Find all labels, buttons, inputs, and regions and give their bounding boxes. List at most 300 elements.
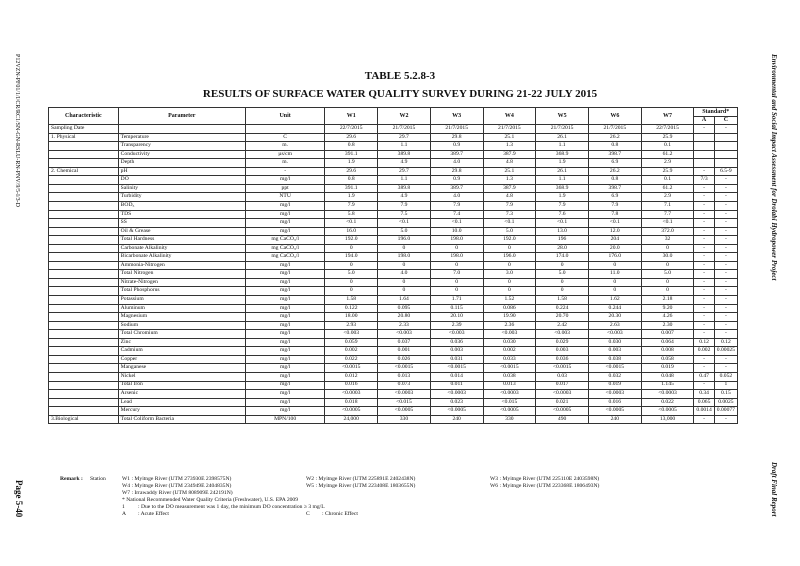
value-cell: 0.018 <box>325 398 378 407</box>
station-w7: W7 : Irrawaddy River (UTM 808909E 242191N) <box>122 490 233 496</box>
unit-cell: mg/l <box>245 278 324 287</box>
value-cell: 0.038 <box>483 372 536 381</box>
value-cell: 0.8 <box>325 176 378 185</box>
value-cell: <0.1 <box>641 219 694 228</box>
characteristic-cell <box>49 407 119 416</box>
value-cell: 192.0 <box>483 236 536 245</box>
parameter-cell: Total Nitrogen <box>118 270 245 279</box>
table-row <box>49 125 738 134</box>
characteristic-cell <box>49 236 119 245</box>
value-cell: <0.015 <box>483 398 536 407</box>
table-row <box>49 167 738 176</box>
station-w5: W5 : Myitnge River (UTM 223408E 1803655N) <box>306 483 416 489</box>
value-cell: 25.1 <box>483 167 536 176</box>
value-cell: 198.0 <box>430 253 483 262</box>
standard-cell: 0.00025 <box>714 347 737 356</box>
value-cell: 4.8 <box>483 193 536 202</box>
table-row <box>49 227 738 236</box>
value-cell: 0 <box>325 261 378 270</box>
value-cell: 1.145 <box>641 381 694 390</box>
value-cell: <0.003 <box>378 330 431 339</box>
characteristic-cell <box>49 219 119 228</box>
characteristic-cell <box>49 330 119 339</box>
value-cell: 0.9 <box>430 142 483 151</box>
parameter-cell: Manganese <box>118 364 245 373</box>
value-cell: 0.031 <box>430 355 483 364</box>
value-cell: 0.001 <box>378 347 431 356</box>
table-row <box>49 407 738 416</box>
footnote-chronic: : Chronic Effect <box>322 511 358 517</box>
value-cell: 0.036 <box>536 355 589 364</box>
parameter-cell: Oil & Grease <box>118 227 245 236</box>
value-cell: 0.122 <box>325 304 378 313</box>
value-cell: 0.030 <box>588 338 641 347</box>
value-cell: 7.8 <box>588 210 641 219</box>
characteristic-cell: 3.Biological <box>49 415 119 424</box>
margin-document-code: P12VZN-PF01/1/I/CR/RC1/SN-GN-RSLU-RN-PNV/9/5-I/3-D <box>14 54 20 208</box>
table-row <box>49 398 738 407</box>
value-cell: 6.9 <box>588 193 641 202</box>
value-cell: 2.42 <box>536 321 589 330</box>
table-header-row <box>49 108 738 117</box>
value-cell: 198.0 <box>430 236 483 245</box>
table-body <box>49 125 738 424</box>
parameter-cell: Carbonate Alkalinity <box>118 244 245 253</box>
characteristic-cell <box>49 142 119 151</box>
value-cell: 0.017 <box>536 381 589 390</box>
characteristic-cell <box>49 193 119 202</box>
value-cell: 0 <box>378 278 431 287</box>
footnote-acute: : Acute Effect <box>138 511 169 517</box>
value-cell: 1.64 <box>378 296 431 305</box>
table-row <box>49 261 738 270</box>
value-cell: <0.015 <box>378 398 431 407</box>
value-cell: 368.9 <box>536 184 589 193</box>
header-parameter: Parameter <box>118 108 245 125</box>
value-cell: 1.58 <box>325 296 378 305</box>
unit-cell: NTU <box>245 193 324 202</box>
unit-cell: mg/l <box>245 270 324 279</box>
value-cell: 21/7/2015 <box>378 125 431 134</box>
unit-cell: mg/l <box>245 210 324 219</box>
unit-cell: mg/l <box>245 261 324 270</box>
parameter-cell: Aluminum <box>118 304 245 313</box>
characteristic-cell <box>49 159 119 168</box>
characteristic-cell <box>49 176 119 185</box>
value-cell: 22/7/2015 <box>325 125 378 134</box>
characteristic-cell <box>49 381 119 390</box>
unit-cell: mg/l <box>245 372 324 381</box>
parameter-cell <box>118 125 245 134</box>
value-cell: <0.1 <box>430 219 483 228</box>
table-row <box>49 253 738 262</box>
value-cell: 0.048 <box>641 372 694 381</box>
parameter-cell: Salinity <box>118 184 245 193</box>
value-cell: <0.0003 <box>325 390 378 399</box>
value-cell: <0.0005 <box>641 407 694 416</box>
station-w1: W1 : Myitnge River (UTM 273930E 2398575N) <box>122 476 232 482</box>
standard-cell: - <box>694 210 714 219</box>
value-cell: 1.3 <box>483 176 536 185</box>
value-cell: 0 <box>325 278 378 287</box>
characteristic-cell <box>49 338 119 347</box>
standard-cell <box>714 150 737 159</box>
remarks-label: Remark : <box>60 476 83 482</box>
value-cell: 0 <box>641 278 694 287</box>
value-cell: 330 <box>483 415 536 424</box>
header-w2: W2 <box>378 108 431 125</box>
value-cell: 21/7/2015 <box>483 125 536 134</box>
characteristic-cell <box>49 210 119 219</box>
value-cell: <0.0005 <box>483 407 536 416</box>
value-cell: 204 <box>588 236 641 245</box>
value-cell: 7.1 <box>641 202 694 211</box>
characteristic-cell: 1. Physical <box>49 133 119 142</box>
parameter-cell: Arsenic <box>118 390 245 399</box>
value-cell: <0.0015 <box>588 364 641 373</box>
value-cell: 391.1 <box>325 184 378 193</box>
table-title: TABLE 5.2.8-3 <box>364 70 436 82</box>
value-cell: 4.26 <box>641 313 694 322</box>
value-cell: 389.8 <box>378 184 431 193</box>
standard-cell: - <box>714 253 737 262</box>
value-cell: 0 <box>378 244 431 253</box>
value-cell: 25.9 <box>641 167 694 176</box>
value-cell: 7.9 <box>325 202 378 211</box>
table-row <box>49 347 738 356</box>
value-cell: 1.1 <box>536 142 589 151</box>
value-cell: <0.003 <box>588 330 641 339</box>
value-cell: 5.0 <box>325 270 378 279</box>
value-cell: 0.019 <box>588 381 641 390</box>
value-cell: <0.0005 <box>378 407 431 416</box>
standard-cell: 0.065 <box>694 398 714 407</box>
standard-cell <box>714 142 737 151</box>
value-cell: 0.244 <box>588 304 641 313</box>
value-cell: 20.70 <box>536 313 589 322</box>
standard-cell: - <box>714 304 737 313</box>
value-cell: 26.2 <box>588 167 641 176</box>
standard-cell: - <box>694 321 714 330</box>
standard-cell: - <box>714 236 737 245</box>
unit-cell: mg/l <box>245 296 324 305</box>
value-cell: 0.037 <box>378 338 431 347</box>
value-cell: <0.003 <box>325 330 378 339</box>
value-cell: <0.0015 <box>536 364 589 373</box>
value-cell: <0.0003 <box>588 390 641 399</box>
unit-cell: C <box>245 133 324 142</box>
value-cell: 4.9 <box>378 159 431 168</box>
standard-cell: - <box>694 278 714 287</box>
standard-cell <box>714 133 737 142</box>
value-cell: 26.1 <box>536 133 589 142</box>
value-cell: 398.7 <box>588 184 641 193</box>
value-cell: <0.0015 <box>483 364 536 373</box>
value-cell: 490 <box>536 415 589 424</box>
value-cell: 389.7 <box>430 150 483 159</box>
value-cell: 2.36 <box>483 321 536 330</box>
characteristic-cell <box>49 321 119 330</box>
footnote-a-label: A <box>122 511 127 517</box>
unit-cell: mg/l <box>245 330 324 339</box>
table-row <box>49 304 738 313</box>
value-cell: 0.086 <box>483 304 536 313</box>
table-row <box>49 193 738 202</box>
value-cell: 18.00 <box>325 313 378 322</box>
parameter-cell: Total Hardness <box>118 236 245 245</box>
value-cell: 0 <box>641 261 694 270</box>
value-cell: 20.0 <box>588 244 641 253</box>
standard-cell: - <box>694 381 714 390</box>
value-cell: <0.0005 <box>536 407 589 416</box>
header-w5: W5 <box>536 108 589 125</box>
parameter-cell: pH <box>118 167 245 176</box>
value-cell: 0 <box>483 287 536 296</box>
table-row <box>49 330 738 339</box>
unit-cell: mg/l <box>245 219 324 228</box>
value-cell: 0.013 <box>378 372 431 381</box>
value-cell: 389.7 <box>430 184 483 193</box>
table-row <box>49 133 738 142</box>
value-cell: 0.064 <box>641 338 694 347</box>
value-cell: 196.0 <box>483 253 536 262</box>
value-cell: 19.90 <box>483 313 536 322</box>
table-row <box>49 219 738 228</box>
unit-cell: mg/l <box>245 381 324 390</box>
value-cell: 20.30 <box>588 313 641 322</box>
value-cell: 0.030 <box>483 338 536 347</box>
value-cell: 25.1 <box>483 133 536 142</box>
characteristic-cell <box>49 304 119 313</box>
value-cell: 192.0 <box>325 236 378 245</box>
value-cell: 0.007 <box>641 330 694 339</box>
header-w6: W6 <box>588 108 641 125</box>
standard-cell: 0.12 <box>694 338 714 347</box>
value-cell: <0.003 <box>483 330 536 339</box>
value-cell: 13,000 <box>641 415 694 424</box>
value-cell: 22/7/2015 <box>641 125 694 134</box>
value-cell: 0.011 <box>430 381 483 390</box>
value-cell: 1.1 <box>536 176 589 185</box>
standard-cell: - <box>694 184 714 193</box>
parameter-cell: SS <box>118 219 245 228</box>
standard-cell: - <box>714 364 737 373</box>
standard-cell: - <box>694 287 714 296</box>
characteristic-cell <box>49 227 119 236</box>
value-cell: 24,000 <box>325 415 378 424</box>
value-cell: 21/7/2015 <box>588 125 641 134</box>
value-cell: 0 <box>325 244 378 253</box>
header-w3: W3 <box>430 108 483 125</box>
characteristic-cell <box>49 278 119 287</box>
standard-cell: 0.052 <box>714 372 737 381</box>
value-cell: 2.9 <box>641 193 694 202</box>
parameter-cell: Cadmium <box>118 347 245 356</box>
characteristic-cell <box>49 202 119 211</box>
value-cell: 0 <box>588 278 641 287</box>
value-cell: 1.3 <box>483 142 536 151</box>
standard-cell: - <box>714 261 737 270</box>
standard-cell: - <box>694 296 714 305</box>
standard-cell: 7/3 <box>694 176 714 185</box>
standard-cell: - <box>694 202 714 211</box>
value-cell: 0 <box>378 287 431 296</box>
value-cell: <0.0003 <box>378 390 431 399</box>
parameter-cell: Total Chromium <box>118 330 245 339</box>
value-cell: 30.0 <box>641 253 694 262</box>
table-row <box>49 184 738 193</box>
value-cell: 7.9 <box>588 202 641 211</box>
value-cell: 0.8 <box>588 176 641 185</box>
value-cell: 1.9 <box>325 159 378 168</box>
value-cell: <0.0003 <box>641 390 694 399</box>
table-row <box>49 355 738 364</box>
standard-cell: - <box>694 253 714 262</box>
value-cell: 0.1 <box>641 176 694 185</box>
value-cell: 29.6 <box>325 133 378 142</box>
characteristic-cell: 2. Chemical <box>49 167 119 176</box>
value-cell: 5.8 <box>325 210 378 219</box>
standard-cell <box>694 133 714 142</box>
value-cell: 13.0 <box>536 227 589 236</box>
value-cell: 240 <box>430 415 483 424</box>
parameter-cell: Conductivity <box>118 150 245 159</box>
value-cell: 0.038 <box>588 355 641 364</box>
value-cell: 0.058 <box>641 355 694 364</box>
value-cell: 0.8 <box>588 142 641 151</box>
value-cell: 26.1 <box>536 167 589 176</box>
standard-cell: - <box>714 296 737 305</box>
parameter-cell: Turbidity <box>118 193 245 202</box>
unit-cell: mg/l <box>245 313 324 322</box>
value-cell: 4.0 <box>378 270 431 279</box>
standard-cell: 1 <box>714 381 737 390</box>
value-cell: 2.33 <box>378 321 431 330</box>
value-cell: 7.9 <box>483 202 536 211</box>
standard-cell: - <box>714 193 737 202</box>
value-cell: <0.003 <box>430 330 483 339</box>
characteristic-cell <box>49 347 119 356</box>
standard-cell <box>694 159 714 168</box>
value-cell: 0 <box>483 261 536 270</box>
parameter-cell: Nitrate-Nitrogen <box>118 278 245 287</box>
value-cell: 7.6 <box>536 210 589 219</box>
characteristic-cell <box>49 398 119 407</box>
value-cell: 1.62 <box>588 296 641 305</box>
standard-cell <box>714 159 737 168</box>
value-cell: 9.20 <box>641 304 694 313</box>
unit-cell: mg/l <box>245 398 324 407</box>
value-cell: 0.115 <box>430 304 483 313</box>
value-cell: 7.4 <box>430 210 483 219</box>
standard-cell: 0.47 <box>694 372 714 381</box>
unit-cell: mg/l <box>245 227 324 236</box>
station-w2: W2 : Myitnge River (UTM 225891E 2402438N) <box>306 476 416 482</box>
value-cell: 5.0 <box>536 270 589 279</box>
standard-cell: 0.00077 <box>714 407 737 416</box>
value-cell: 0.033 <box>483 355 536 364</box>
value-cell: 0.016 <box>325 381 378 390</box>
value-cell: 32 <box>641 236 694 245</box>
unit-cell: mg/l <box>245 347 324 356</box>
standard-cell: 0.12 <box>714 338 737 347</box>
unit-cell: mg CaCO₃/l <box>245 253 324 262</box>
characteristic-cell <box>49 355 119 364</box>
header-w4: W4 <box>483 108 536 125</box>
parameter-cell: DO <box>118 176 245 185</box>
standard-cell: - <box>694 236 714 245</box>
unit-cell <box>245 125 324 134</box>
standard-cell: - <box>694 261 714 270</box>
standard-cell: - <box>694 244 714 253</box>
value-cell: 0.008 <box>641 347 694 356</box>
parameter-cell: Mercury <box>118 407 245 416</box>
standard-cell: - <box>694 167 714 176</box>
value-cell: <0.0015 <box>378 364 431 373</box>
value-cell: <0.0005 <box>430 407 483 416</box>
value-cell: 0.026 <box>378 355 431 364</box>
value-cell: <0.1 <box>378 219 431 228</box>
footnote-do-number: 1 <box>122 504 125 510</box>
value-cell: 398.7 <box>588 150 641 159</box>
characteristic-cell <box>49 313 119 322</box>
standard-cell: - <box>714 313 737 322</box>
parameter-cell: Copper <box>118 355 245 364</box>
value-cell: 29.8 <box>430 167 483 176</box>
value-cell: 4.0 <box>430 159 483 168</box>
value-cell: 176.0 <box>588 253 641 262</box>
unit-cell: mg/l <box>245 202 324 211</box>
header-standard: Standard* <box>694 108 738 117</box>
value-cell: 240 <box>588 415 641 424</box>
footnote-c-label: C <box>306 511 310 517</box>
standard-cell: - <box>714 355 737 364</box>
value-cell: 0.003 <box>430 347 483 356</box>
value-cell: 0.013 <box>483 381 536 390</box>
characteristic-cell <box>49 270 119 279</box>
unit-cell: - <box>245 167 324 176</box>
report-status-footer: Draft Final Report <box>770 462 778 517</box>
value-cell: 12.0 <box>588 227 641 236</box>
value-cell: 0.073 <box>378 381 431 390</box>
value-cell: 0.003 <box>536 347 589 356</box>
parameter-cell: Bicarbonate Alkalinity <box>118 253 245 262</box>
value-cell: 196 <box>536 236 589 245</box>
table-row <box>49 321 738 330</box>
value-cell: 0 <box>536 278 589 287</box>
value-cell: 11.0 <box>588 270 641 279</box>
standard-cell: - <box>694 270 714 279</box>
unit-cell: mg/l <box>245 364 324 373</box>
value-cell: 387.9 <box>483 184 536 193</box>
page-number: Page 5-40 <box>14 480 24 518</box>
value-cell: 1.9 <box>325 193 378 202</box>
value-cell: 29.7 <box>378 167 431 176</box>
unit-cell: mg/l <box>245 321 324 330</box>
value-cell: <0.0005 <box>588 407 641 416</box>
value-cell: 21/7/2015 <box>536 125 589 134</box>
standard-cell: - <box>714 244 737 253</box>
value-cell: 5.0 <box>483 227 536 236</box>
value-cell: 61.2 <box>641 184 694 193</box>
value-cell: 0 <box>483 244 536 253</box>
value-cell: <0.0015 <box>430 364 483 373</box>
standard-cell: - <box>714 287 737 296</box>
table-row <box>49 415 738 424</box>
value-cell: 0.014 <box>430 372 483 381</box>
value-cell: <0.003 <box>536 330 589 339</box>
value-cell: 20.10 <box>430 313 483 322</box>
